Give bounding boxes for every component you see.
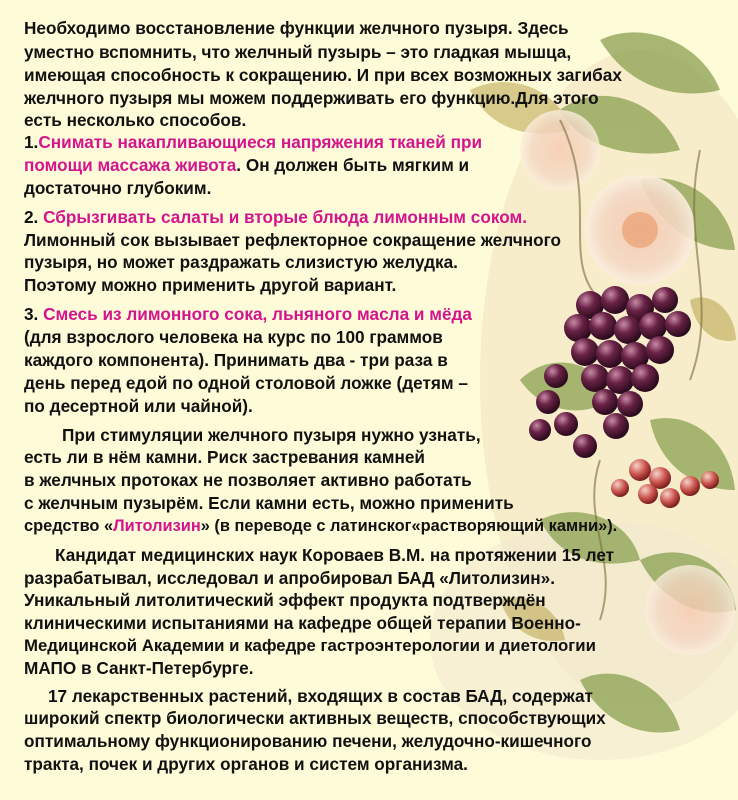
stones-line-3: в желчных протоках не позволяет активно работать (24, 470, 472, 490)
research-line-1: Кандидат медицинских наук Короваев В.М. на протяжении 15 лет (55, 545, 615, 565)
item3-line-3: каждого компонента). Принимать два - три раза в (24, 350, 448, 370)
item3-line-5: по десертной или чайной). (24, 396, 253, 416)
item3-number: 3. (24, 304, 44, 324)
item3-line-1 (24, 304, 472, 324)
intro-line-2: уместно вспомнить, что желчный пузырь – это гладкая мышца, (24, 42, 572, 62)
research-line-6: МАПО в Санкт-Петербурге. (24, 658, 254, 678)
item1-rest: . Он должен быть мягким и (236, 155, 470, 175)
item2-line-3: пузыря, но может раздражать слизистую желудка. (24, 252, 458, 272)
product-name-highlight: Литолизин (113, 517, 201, 535)
stones-line-2: есть ли в нём камни. Риск застревания камней (24, 447, 425, 467)
research-line-4: клиническими испытаниями на кафедре общей терапии Военно- (24, 613, 581, 633)
item1-highlight-1: Снимать накапливающиеся напряжения тканей при (38, 132, 483, 152)
item2-number: 2. (24, 207, 44, 227)
stones-line-1: При стимуляции желчного пузыря нужно узнать, (62, 425, 481, 445)
plants-line-1: 17 лекарственных растений, входящих в состав БАД, содержат (48, 686, 593, 706)
item2-highlight: Сбрызгивать салаты и вторые блюда лимонным соком. (43, 207, 527, 227)
stones-line-5-start: средство « (24, 517, 114, 535)
item3-line-4: день перед едой по одной столовой ложке (детям – (24, 373, 468, 393)
item2-line-4: Поэтому можно применить другой вариант. (24, 275, 397, 295)
research-line-2: разрабатывал, исследовал и апробировал БАД «Литолизин». (24, 568, 556, 588)
intro-line-5: есть несколько способов. (24, 110, 247, 130)
item1-number: 1. (24, 132, 39, 152)
intro-line-3: имеющая способность к сокращению. И при всех возможных загибах (24, 65, 622, 85)
research-line-5: Медицинской Академии и кафедре гастроэнтерологии и диетологии (24, 636, 596, 655)
plants-line-4: тракта, почек и других органов и систем организма. (24, 754, 468, 774)
stones-line-5 (24, 516, 617, 536)
item3-line-2: (для взрослого человека на курс по 100 граммов (24, 327, 443, 347)
item2-line-1 (24, 207, 527, 227)
item3-highlight: Смесь из лимонного сока, льняного масла и мёда (43, 304, 472, 324)
item1-line-3: достаточно глубоким. (24, 178, 212, 198)
item1-highlight-2: помощи массажа живота (24, 155, 237, 175)
plants-line-3: оптимальному функционированию печени, желудочно-кишечного (24, 731, 592, 751)
item1-line-2 (24, 155, 469, 175)
stones-line-4: с желчным пузырём. Если камни есть, можно применить (24, 493, 514, 513)
item2-line-2: Лимонный сок вызывает рефлекторное сокращение желчного (24, 230, 561, 250)
item1-line-1 (24, 132, 482, 152)
intro-line-1: Необходимо восстановление функции желчного пузыря. Здесь (24, 18, 569, 38)
intro-line-4: желчного пузыря мы можем поддерживать его функцию.Для этого (24, 88, 599, 108)
plants-line-2: широкий спектр биологически активных веществ, способствующих (24, 708, 606, 728)
stones-line-5-end: » (в переводе с латинског«растворяющий камни»). (200, 517, 618, 535)
research-line-3: Уникальный литолитический эффект продукта подтверждён (24, 590, 546, 610)
